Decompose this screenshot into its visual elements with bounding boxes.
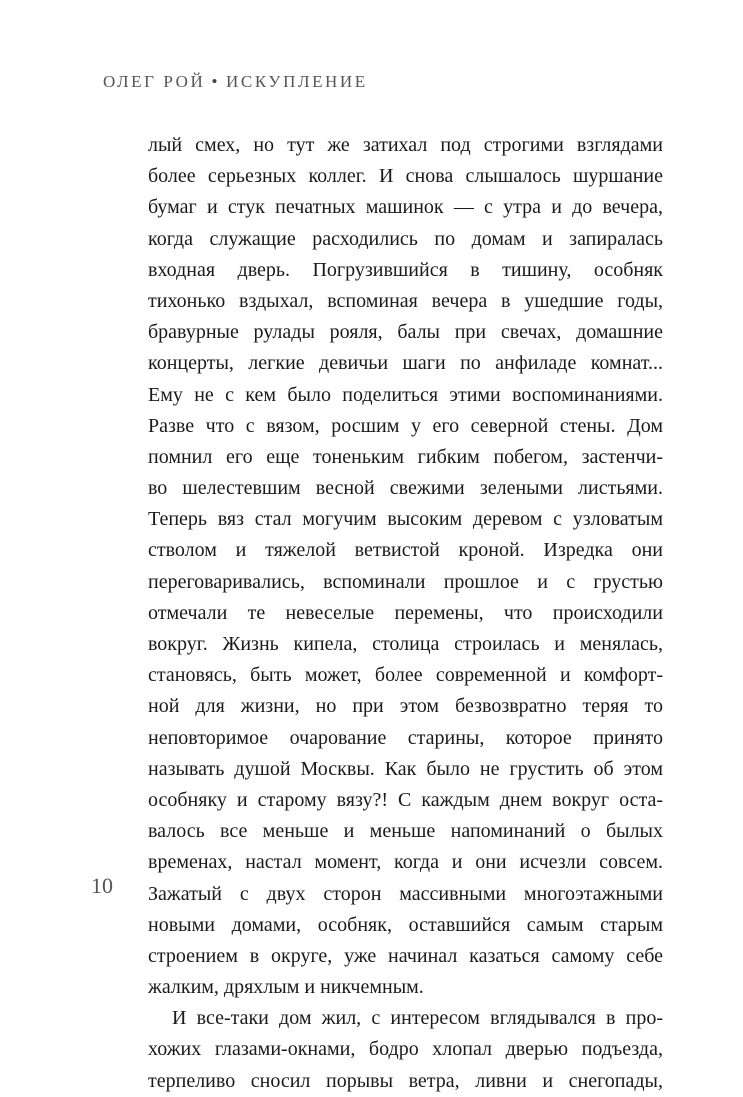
text-line: строением в округе, уже начинал казаться самому себе	[148, 944, 663, 967]
text-line: входная дверь. Погрузившийся в тишину, особняк	[148, 258, 663, 281]
text-line: хожих глазами-окнами, бодро хлопал дверью подъезда,	[148, 1038, 663, 1061]
text-line: валось все меньше и меньше напоминаний о былых	[148, 820, 663, 843]
text-line: ной для жизни, но при этом безвозвратно теряя то	[148, 695, 663, 718]
text-line: отмечали те невеселые перемены, что происходили	[148, 601, 663, 624]
text-line: Зажатый с двух сторон массивными многоэтажными	[148, 882, 663, 905]
page-number: 10	[91, 873, 113, 898]
text-line: переговаривались, вспоминали прошлое и с грустью	[148, 570, 663, 593]
header-title: ИСКУПЛЕНИЕ	[226, 72, 368, 91]
header-separator: •	[211, 72, 221, 91]
paragraph-end-line: жалким, дряхлым и никчемным.	[148, 976, 424, 999]
text-line: во шелестевшим весной свежими зелеными листьями.	[148, 477, 663, 500]
text-line: тихонько вздыхал, вспоминая вечера в ушедшие годы,	[148, 289, 663, 312]
text-line: бумаг и стук печатных машинок — с утра и до вечера,	[148, 196, 663, 219]
text-line: бравурные рулады рояля, балы при свечах, домашние	[148, 321, 663, 344]
text-line: помнил его еще тоненьким гибким побегом, застенчи-	[148, 445, 663, 468]
text-line: называть душой Москвы. Как было не грустить об этом	[148, 757, 663, 780]
paragraph-start-line: И все-таки дом жил, с интересом вглядывался в про-	[172, 1007, 663, 1030]
text-line: стволом и тяжелой ветвистой кроной. Изредка они	[148, 539, 663, 562]
text-line: становясь, быть может, более современной и комфорт-	[148, 664, 663, 687]
text-line: новыми домами, особняк, оставшийся самым старым	[148, 913, 663, 936]
text-line: временах, настал момент, когда и они исчезли совсем.	[148, 851, 663, 874]
running-head	[103, 72, 368, 92]
header-author: ОЛЕГ РОЙ	[103, 72, 206, 91]
text-line: терпеливо сносил порывы ветра, ливни и снегопады,	[148, 1069, 663, 1092]
text-line: лый смех, но тут же затихал под строгими взглядами	[148, 134, 663, 156]
text-line: неповторимое очарование старины, которое принято	[148, 726, 663, 749]
text-line: Разве что с вязом, росшим у его северной стены. Дом	[148, 414, 663, 437]
text-line: Ему не с кем было поделиться этими воспоминаниями.	[148, 383, 663, 406]
text-line: вокруг. Жизнь кипела, столица строилась и менялась,	[148, 633, 663, 655]
text-line: концерты, легкие девичьи шаги по анфиладе комнат...	[148, 352, 663, 375]
text-line: особняку и старому вязу?! С каждым днем вокруг оста-	[148, 788, 663, 811]
text-line: Теперь вяз стал могучим высоким деревом с узловатым	[148, 508, 663, 531]
text-line: более серьезных коллег. И снова слышалось шуршание	[148, 165, 663, 188]
text-line: когда служащие расходились по домам и запиралась	[148, 227, 663, 250]
body-text	[148, 130, 663, 1097]
